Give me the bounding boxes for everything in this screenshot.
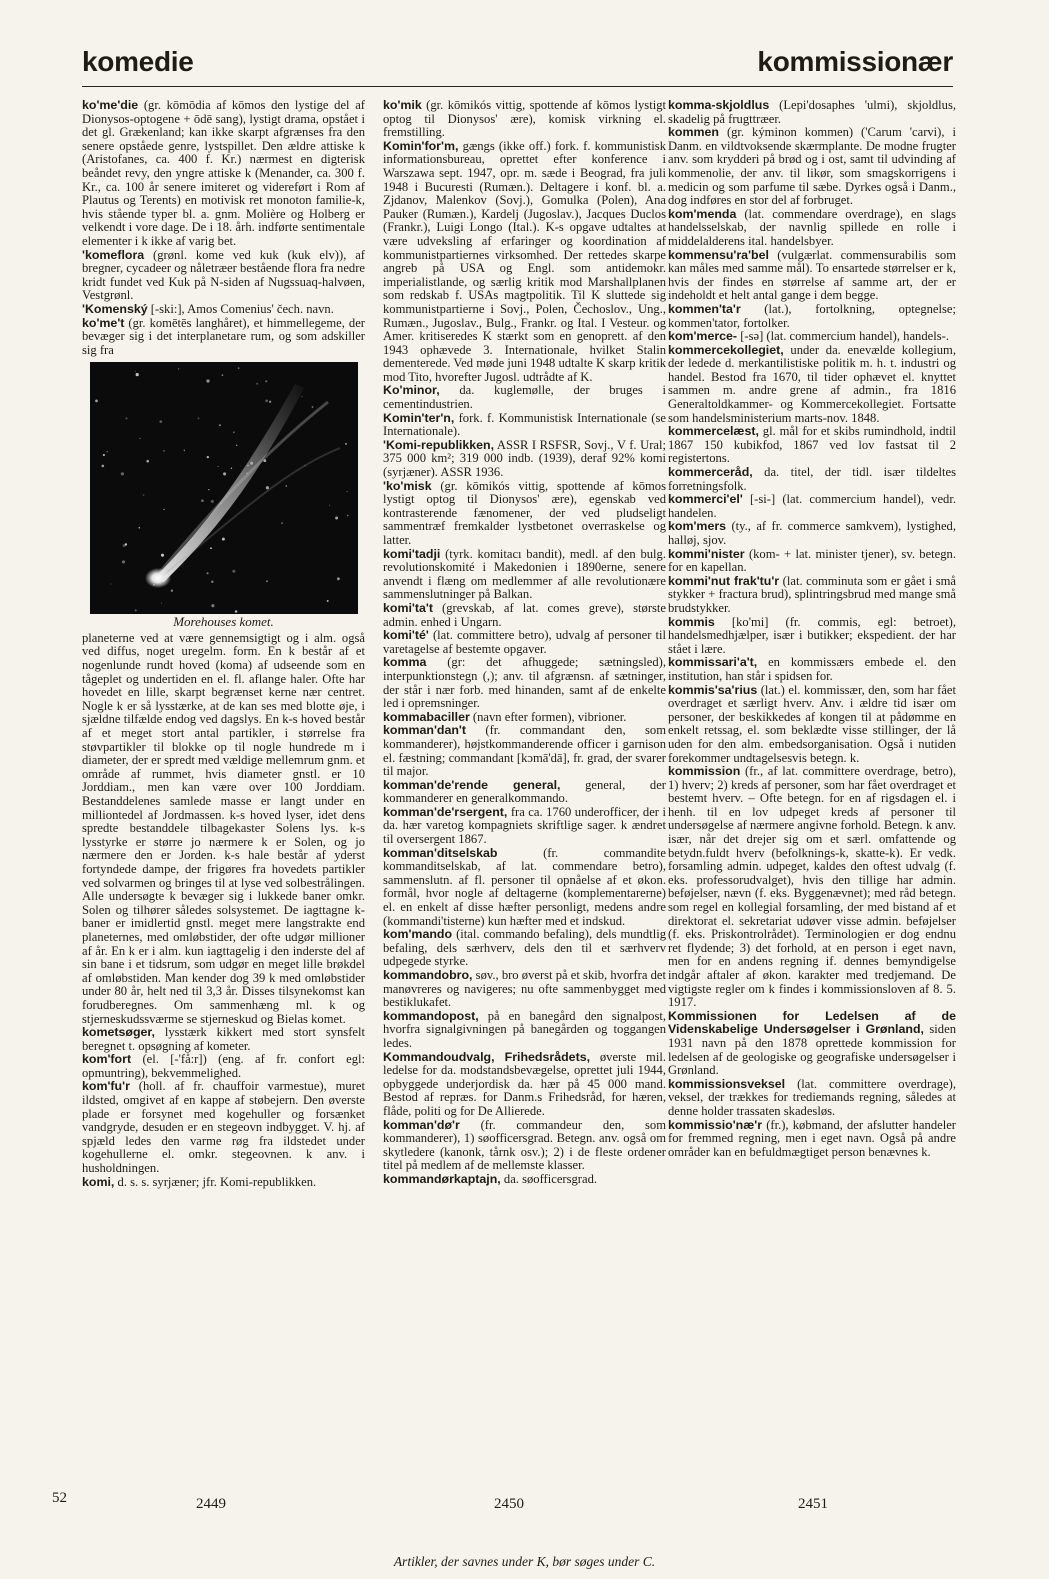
entry <box>668 575 956 616</box>
entry <box>383 1010 666 1051</box>
star <box>161 603 162 604</box>
star <box>135 610 137 612</box>
star <box>178 369 179 370</box>
entry-text: (lat. comminuta som er gået i små stykker + fractura brud), splintringsbrud med mange små brudstykker. <box>668 573 956 615</box>
star <box>236 445 237 446</box>
star <box>232 570 235 573</box>
entry-headword: komi'té' <box>383 628 429 643</box>
entry <box>668 330 956 344</box>
entry <box>383 1119 666 1173</box>
entry-text: (grevskab, af lat. comes greve), største admin. enhed i Ungarn. <box>383 600 666 629</box>
entry-text: lysstærk kikkert med stort synsfelt beregnet t. opsøgning af kometer. <box>82 1025 365 1053</box>
entry <box>383 384 666 411</box>
star <box>159 420 162 423</box>
entry-headword: komman'de'rende general, <box>383 777 561 792</box>
entry-text: (navn efter formen), vibrioner. <box>469 709 627 724</box>
star <box>235 611 238 614</box>
entry-text: [-sə] (lat. commercium handel), handels-. <box>737 329 949 344</box>
entry <box>668 1078 956 1119</box>
entry-text: (vulgærlat. commensurabilis som kan måles med samme mål). To ensartede størrelser er k, hvis der findes en størrelse af samme art, der er indeholdt et helt antal gange i dem begge. <box>668 247 956 303</box>
star <box>265 400 268 403</box>
entry <box>668 1119 956 1160</box>
star <box>161 554 164 557</box>
entry <box>82 249 365 303</box>
entry-headword: kometsøger, <box>82 1025 155 1040</box>
entry-text: ASSR I RSFSR, Sovj., V f. Ural; 375 000 km²; 319 000 indb. (1939), deraf 92% komi (syrjæner). ASSR 1936. <box>383 437 666 480</box>
entry-headword: kommercelæst, <box>668 424 759 439</box>
star <box>345 443 347 445</box>
comet-photo <box>90 362 358 614</box>
entry <box>383 779 666 806</box>
entry <box>383 847 666 929</box>
entry-text: (fr. commandeur den, som kommanderer), 1) søofficersgrad. Betegn. anv. også om skytledere (kanonk, tårnk osv.); 2) i de fleste ordener titel på medlem af de mellemste klasser. <box>383 1117 666 1173</box>
star <box>265 380 267 382</box>
entry <box>668 656 956 683</box>
entry <box>668 493 956 520</box>
entry-headword: kommandopost, <box>383 1008 479 1023</box>
page-number-left: 2449 <box>196 1496 226 1512</box>
star <box>266 486 269 489</box>
entry-headword: ko'me't <box>82 315 125 330</box>
star <box>210 548 212 550</box>
star <box>146 460 149 463</box>
entry <box>383 99 666 140</box>
entry-headword: Komin'ter'n, <box>383 410 455 425</box>
entry <box>82 99 365 249</box>
running-header <box>82 44 953 87</box>
entry <box>668 1010 956 1078</box>
entry <box>82 1026 365 1053</box>
leaf-number: 52 <box>52 1490 67 1506</box>
entry <box>383 548 666 602</box>
star <box>110 584 111 585</box>
star <box>206 380 209 383</box>
star <box>125 543 127 545</box>
entry <box>668 765 956 1010</box>
entry-headword: kom'fort <box>82 1052 132 1067</box>
star <box>163 450 165 452</box>
entry-text: gængs (ikke off.) fork. f. kommunistisk informationsbureau, oprettet efter konference i Warszawa sept. 1947, opr. m. sæde i Beograd, fra juli 1948 i Bucuresti (Rumæn.). Deltagere i konf. bl. a. Zjdanov, Malenkov (Sovj.), Gomulka (Polen), Ana Pauker (Rumæn.), Kardelj (Jugoslav.), Jacques Duclos (Frankr.), Luigi Longo (Ital.). K-s opgave udtaltes at være udveksling af erfaringer og koordination af kommunistpartiernes virksomhed. Der rettedes skarpe angreb på USA og Engl. som antidemokr. imperialistlande, og særlig kritik mod Marshallplanen som redskab f. USAs magtpolitik. Til K sluttede sig kommunistpartierne i Sovj., Polen, Čechoslov., Ung., Rumæn., Jugoslav., Bulg., Frankr. og Ital. I Vesteur. og Amer. kritiseredes K stærkt som en genoprett. af den 1943 ophævede 3. Internationale, hvilket Stalin dementerede. Ved møde juni 1948 udtalte K skarp kritik mod Tito, hvorefter Jugosl. udtrådte af K. <box>383 138 666 384</box>
entry <box>383 412 666 439</box>
entry-headword: 'Komenský <box>82 301 148 316</box>
entry-text: [ko'mi] (fr. commis, egl: betroet), handelsmedhjælper, især i butikker; ekspedient. der har stået i lære. <box>668 614 956 656</box>
entry-headword: 'ko'misk <box>383 478 432 493</box>
header-right-word: kommissionær <box>757 46 953 77</box>
star <box>95 400 98 403</box>
entry-text: under da. enevælde kollegium, der ledede d. merkantilistiske politik m. h. t. industri og handel. Bestod fra 1670, til tider ophævet el. knyttet sammen m. andre grene af admin., fra 1816 Generaltoldkammer- og Kommercekollegiet. Fortsatte som handelsministerium marts-nov. 1848. <box>668 342 956 425</box>
entry-text: da. søofficersgrad. <box>500 1171 598 1186</box>
star <box>103 454 105 456</box>
entry-headword: komman'de'rsergent, <box>383 804 508 819</box>
star <box>211 500 214 503</box>
star <box>312 406 314 408</box>
star <box>269 401 271 403</box>
entry <box>383 1173 666 1187</box>
comet-head <box>145 568 171 588</box>
star <box>301 396 302 397</box>
entry-text: (lat.), fortolkning, optegnelse; kommen'tator, fortolker. <box>668 301 956 330</box>
entry-headword: kommission <box>668 764 741 779</box>
entry <box>668 548 956 575</box>
entry-text: søv., bro øverst på et skib, hvorfra det manøvreres og navigeres; nu ofte sammenbygget med bestiklukafet. <box>383 968 666 1010</box>
entry <box>668 344 956 426</box>
entry-headword: kommissio'næ'r <box>668 1117 763 1132</box>
entry-text: (holl. af fr. chauffoir varmestue), muret ildsted, omgivet af en kappe af støbejern. Den øverste plade er forsynet med kogehuller og forsænket vandgryde, desuden er en stegeovn indbygget. V. hj. af spjæld ledes den varme røg fra ildstedet under kogehullerne el. omkr. stegeovnen. k anv. i husholdningen. <box>82 1079 365 1176</box>
comet-figure <box>82 362 365 629</box>
star <box>122 561 125 564</box>
star <box>207 456 209 458</box>
entry-text: (kom- + lat. minister tjener), sv. betegn. for en kapellan. <box>668 546 956 575</box>
header-left-word: komedie <box>82 46 194 77</box>
entry-headword: kommissari'a't, <box>668 655 758 670</box>
star <box>163 509 164 510</box>
entry <box>668 208 956 249</box>
entry-text: fork. f. Kommunistisk Internationale (se Internationale). <box>383 410 666 439</box>
entry-headword: kommerci'el' <box>668 492 743 507</box>
entry-headword: kom'menda <box>668 206 737 221</box>
entry-headword: Kommandoudvalg, Frihedsrådets, <box>383 1049 591 1064</box>
star <box>139 438 140 439</box>
entry <box>668 126 956 208</box>
entry-headword: komi'tadji <box>383 546 441 561</box>
entry-headword: komman'dø'r <box>383 1117 460 1132</box>
star <box>256 383 258 385</box>
star <box>139 527 141 529</box>
entry <box>668 684 956 766</box>
entry-headword: ko'me'die <box>82 98 139 112</box>
entry-headword: kommi'nut frak'tu'r <box>668 573 780 588</box>
entry-headword: kom'mando <box>383 927 453 942</box>
entry <box>668 249 956 303</box>
entry-text: [-si-] (lat. commercium handel), vedr. handelen. <box>668 492 956 520</box>
entry <box>82 632 365 1026</box>
entry-text: d. s. s. syrjæner; jfr. Komi-republikken. <box>114 1174 317 1189</box>
entry <box>383 724 666 778</box>
column-1 <box>82 99 365 1189</box>
entry-headword: Komin'for'm, <box>383 138 459 153</box>
star <box>335 517 338 520</box>
entry-headword: komma-skjoldlus <box>668 98 770 112</box>
star <box>184 450 185 451</box>
column-2 <box>383 99 666 1187</box>
entry-headword: kommen <box>668 125 719 140</box>
entry <box>668 303 956 330</box>
entry-text: (fr.), købmand, der afslutter handeler for fremmed regning, men i eget navn. Også på andre områder kan en befuldmægtiget person benævnes k. <box>668 1117 956 1159</box>
entry-text: (gr: det afhuggede; sætningsled), interpunktionstegn (,); anv. til afgrænsn. af sætninger, der står i nær forb. med hinanden, samt af de enkelte led i opremsninger. <box>383 655 666 711</box>
star <box>281 523 283 525</box>
entry-text: (fr., af lat. committere overdrage, betro), 1) hverv; 2) kreds af personer, som har fået overdraget et bestemt hverv. – Ofte betegn. for en af rigsdagen el. i henh. til en lov udpeget kreds af personer til undersøgelse af nærmere angivne forhold. Betegn. k anv. især, når det drejer sig om et særl. omfattende og betydn.fuldt hverv (befolknings-k, skatte-k). Er vedk. forsamling admin. udpeget, kaldes den oftest udvalg (f. eks. professorudvalget), hvis den tillige har admin. beføjelser, nævn (f. eks. Byggenævnet); med råd betegn. som regel en kollegial forsamling, der med bistand af et direktorat el. sekretariat udøver visse admin. beføjelser (f. eks. Priskontrolrådet). Terminologien er dog endnu ret flydende; 3) det forhold, at en person i eget navn, men for en andens regning if. dennes bemyndigelse indgår aftaler af økon. karakter med tredjemand. De vigtigste regler om k findes i kommissionsloven af 8. 5. 1917. <box>668 764 956 1010</box>
star <box>266 581 268 583</box>
entry-headword: kommi'nister <box>668 546 745 561</box>
entry-headword: kommandobro, <box>383 968 473 982</box>
entry-headword: kom'mers <box>668 519 727 534</box>
entry <box>668 425 956 466</box>
entry <box>383 629 666 656</box>
entry-text: (fr. commandite kommanditselskab, af lat. commendare betro), sammenslutn. af fl. personer til opnåelse af et økon. formål, hvor nogle af deltagerne (komplementarerne) el. en enkelt af disse hæfter personligt, medens andre (kommandi'tisterne) kun hæfter med et indskud. <box>383 845 666 928</box>
entry <box>82 1176 365 1190</box>
star <box>329 505 330 506</box>
entry <box>383 140 666 385</box>
star <box>201 500 204 503</box>
star <box>223 473 226 476</box>
entry-headword: kommissionsveksel <box>668 1076 786 1091</box>
entry-text: (gr. kýminon kommen) ('Carum 'carvi), i Danm. en vildtvoksende skærmplante. De modne frugter anv. som krydderi på brød og i ost, samt til udvinding af kommenolie, der anv. til likør, som smagskorrigens i medicin og som parfume til sæbe. Dyrkes også i Danm., dog indføres en stor del af forbruget. <box>668 125 956 208</box>
entry-text: en kommissærs embede el. den institution, han står i spidsen for. <box>668 655 956 683</box>
entry <box>668 520 956 547</box>
entry-text: (el. [-'få:r]) (eng. af fr. confort egl: opmuntring), bekvemmelighed. <box>82 1052 365 1080</box>
entry-headword: ko'mik <box>383 98 422 112</box>
entry <box>383 1051 666 1119</box>
star <box>136 373 139 376</box>
page-number-right: 2451 <box>798 1496 828 1512</box>
entry-headword: kom'fu'r <box>82 1079 130 1094</box>
entry <box>383 439 666 480</box>
star <box>208 489 209 490</box>
entry-headword: Ko'minor, <box>383 383 440 398</box>
entry-headword: komi, <box>82 1174 115 1189</box>
entry-text: gl. mål for et skibs rumindhold, indtil 1867 150 kubikfod, 1867 ved lov fastsat til 2 registertons. <box>668 424 956 466</box>
entry-text: (lat. commendare overdrage), en slags handelsselskab, der navnlig spillede en rolle i middelalderens ital. handelsbyer. <box>668 206 956 248</box>
entry <box>383 602 666 629</box>
entry-headword: komma <box>383 655 427 670</box>
entry-text: planeterne ved at være gennemsigtigt og i alm. også ved diffus, noget uregelm. form. En k består af et nogenlunde rundt hoved (koma) af udseende som en tågeplet og undertiden en el. fl. aflange haler. Ofte har hovedet en lille, skarpt begrænset kerne nær centret. Nogle k er så lysstærke, at de kan ses med blotte øje, i sjældne tilfælde endog ved dagslys. En k-s hoved består af et meget stort antal partikler, i størrelse fra støvpartikler til blokke op til nogle hundrede m i diameter, der er spredt med vældige mellemrum gnm. et område af rummet, hvis diameter gnstl. er 10 Jorddiam., men kan være over 100 Jorddiam. Bestanddelenes samlede masse er langt under en milliontedel af Jordmassen. k-s hoved lyser, idet dens spredte bestanddele tilbagekaster Solens lys. k-s lysstyrke er større jo nærmere k er Solen, og jo nærmere den er Jorden. k-s hale består af yderst fortyndede dampe, der frigøres fra hovedets partikler ved solvarmen og bringes til at lyse ved solbestrålingen. Alle undersøgte k bevæger sig i lukkede baner omkr. Solen og tilhører således solsystemet. De iagttagne k-baner er imidlertid gnstl. meget mere langstrakte end planeternes, med omløbstider, der ofte udgør millioner af år. En k er i alm. kun iagttagelig i den inderste del af sin bane i et tidsrum, som udgør en meget lille brøkdel af omløbstiden. Man kender dog 39 k med omløbstider under 80 år, helt ned til 3,3 år. Disses tilsynekomst kan forudberegnes. Om sammenhæng ml. k og stjerneskudssværme se stjerneskud og Bielas komet. <box>82 630 365 1026</box>
entry <box>383 711 666 725</box>
footer-note: Artikler, der savnes under K, bør søges under C. <box>393 1554 656 1569</box>
entry-text: (gr. kōmōdia af kōmos den lystige del af Dionysos-optogene + ōdē sang), lystigt drama, opstået i det gl. Grækenland; kan ikke skarpt afgrænses fra den senere opståede genre, lystspillet. Den ældre attiske k (Aristofanes, ca. 400 f. Kr.) nærmest en digterisk beåndet revy, den yngre attiske k (Menander, ca. 300 f. Kr., ca. 100 år senere imiteret og videreført i Rom af Plautus og Terents) en motivisk ret monoton familie-k, hvis stående typer bl. a. gnm. Molière og Holberg er velkendt i vore dage. De i 18. årh. indførte sentimentale elementer i k ikke af varig bet. <box>82 98 365 248</box>
star <box>211 604 214 607</box>
page-number-middle: 2450 <box>494 1496 524 1512</box>
star <box>171 590 173 592</box>
entry-text: fra ca. 1760 underofficer, der i da. hær varetog kompagniets skriftlige sager. k ændret til oversergent 1867. <box>383 804 666 847</box>
entry <box>383 480 666 548</box>
entry <box>383 928 666 969</box>
star <box>231 468 232 469</box>
entry-headword: kommabaciller <box>383 709 470 724</box>
star <box>337 578 340 581</box>
entry <box>383 969 666 1010</box>
entry-text: (gr. kōmikós vittig, spottende af kōmos lystigt optog til Dionysos' ære), komisk virkning el. fremstilling. <box>383 98 666 140</box>
star <box>219 425 221 427</box>
entry-text: (lat. committere overdrage), veksel, der trækkes for trediemands regning, således at denne holder trassaten skadesløs. <box>668 1076 956 1118</box>
entry-text: (lat. committere betro), udvalg af personer til varetagelse af bestemte opgaver. <box>383 628 666 656</box>
entry-text: da. kuglemølle, der bruges i cementindustrien. <box>383 383 666 412</box>
entry-text: [-ski:], Amos Comenius' čech. navn. <box>147 301 334 316</box>
star <box>143 494 145 496</box>
entry-headword: komman'dan't <box>383 723 467 738</box>
entry-headword: kommen'ta'r <box>668 301 741 316</box>
star <box>198 418 200 420</box>
entry-headword: 'Komi-republikken, <box>383 437 495 452</box>
star <box>207 573 209 575</box>
star <box>327 600 329 602</box>
star <box>233 432 235 434</box>
entry-headword: komman'ditselskab <box>383 845 498 860</box>
comet-image <box>90 362 358 614</box>
entry-text: (tyrk. komitacı bandit), medl. af den bulg. revolutionskomité i Makedonien i 1890erne, senere anvendt i flæng om medlemmer af alle revolutionære sammenslutninger på Balkan. <box>383 546 666 602</box>
star <box>347 491 348 492</box>
entry-text: på en banegård den signalpost, hvorfra signalgivningen på banegården og toggangen ledes. <box>383 1008 666 1050</box>
entry-text: (gr. kōmikós vittig, spottende af kōmos lystigt optog til Dionysos' ære), egenskab ved kontrasterende fænomener, der ved pludseligt sammentræf fremkalder lystbetonet overraskelse og latter. <box>383 478 666 547</box>
entry <box>82 303 365 317</box>
column-3 <box>668 99 956 1159</box>
entry-text: (ital. commando befaling), dels mundtlig befaling, dels særhverv, dels den til et særhverv udpegede styrke. <box>383 927 666 969</box>
entry <box>82 1080 365 1175</box>
star <box>106 451 108 453</box>
entry <box>668 616 956 657</box>
entry-text: øverste mil. ledelse for da. modstandsbevægelse, oprettet juli 1944, opbyggede underjordisk da. hær på 45 000 mand. Bestod af repræs. for Danm.s Frihedsråd, for hæren, flåde, politi og for De Allierede. <box>383 1049 666 1118</box>
star <box>211 581 213 583</box>
star <box>222 538 225 541</box>
entry-text: general, der kommanderer en generalkommando. <box>383 777 666 806</box>
entry <box>383 656 666 710</box>
entry-text: (grønl. kome ved kuk (kuk elv)), af bregner, cycadeer og nåletræer bestående flora fra nedre kridt fundet ved Kuk på N-siden af Nugssuaq-halvøen, Vestgrønl. <box>82 247 365 303</box>
entry-text: (Lepi'dosaphes 'ulmi), skjoldlus, skadelig på frugttræer. <box>668 98 956 126</box>
star <box>218 466 219 467</box>
star <box>121 473 124 476</box>
entry-text: da. titel, der tidl. især tildeltes forretningsfolk. <box>668 465 956 493</box>
entry-headword: 'komeflora <box>82 247 145 262</box>
entry <box>668 466 956 493</box>
entry-headword: kom'merce- <box>668 329 738 344</box>
star <box>347 515 349 517</box>
entry-headword: kommercekollegiet, <box>668 342 784 357</box>
entry-headword: kommensu'ra'bel <box>668 247 769 262</box>
entry <box>668 99 956 126</box>
entry-text: (gr. komētēs langhåret), et himmellegeme, der bevæger sig i det interplanetare rum, og som adskiller sig fra <box>82 315 365 357</box>
entry-headword: kommis <box>668 614 715 629</box>
entry-text: siden 1931 navn på den 1878 oprettede kommission for ledelsen af de geologiske og geografiske undersøgelser i Grønland. <box>668 1022 956 1078</box>
figure-caption: Morehouses komet. <box>173 614 274 630</box>
entry-headword: kommandørkaptajn, <box>383 1171 501 1186</box>
star <box>222 375 224 377</box>
star <box>286 486 288 488</box>
star <box>238 367 240 369</box>
star <box>125 418 127 420</box>
star <box>101 465 104 468</box>
entry <box>383 806 666 847</box>
entry-text: (fr. commandant den, som kommanderer), højstkommanderende officer i garnison el. fæstning; commandant [kɔmā'dā], fr. grad, der svarer til major. <box>383 723 666 779</box>
entry <box>82 317 365 358</box>
entry-text: (ty., af fr. commerce samkvem), lystighed, halløj, sjov. <box>668 519 956 547</box>
entry-headword: kommis'sa'rius <box>668 682 758 697</box>
entry-text: (lat.) el. kommissær, den, som har fået overdraget et særligt hverv. Anv. i ældre tid især om personer, der beskikkedes af kongen til at pådømme en enkelt retssag, el. som beklædte visse stillinger, der lå uden for den alm. embedsorganisation. Også i nutiden forekommer undtagelsesvis betegn. k. <box>668 682 956 765</box>
entry-headword: Kommissionen for Ledelsen af de Videnskabelige Undersøgelser i Grønland, <box>668 1008 956 1037</box>
entry-headword: kommerceråd, <box>668 465 753 480</box>
star <box>135 371 136 372</box>
entry-headword: komi'ta't <box>383 600 433 615</box>
entry <box>82 1053 365 1080</box>
